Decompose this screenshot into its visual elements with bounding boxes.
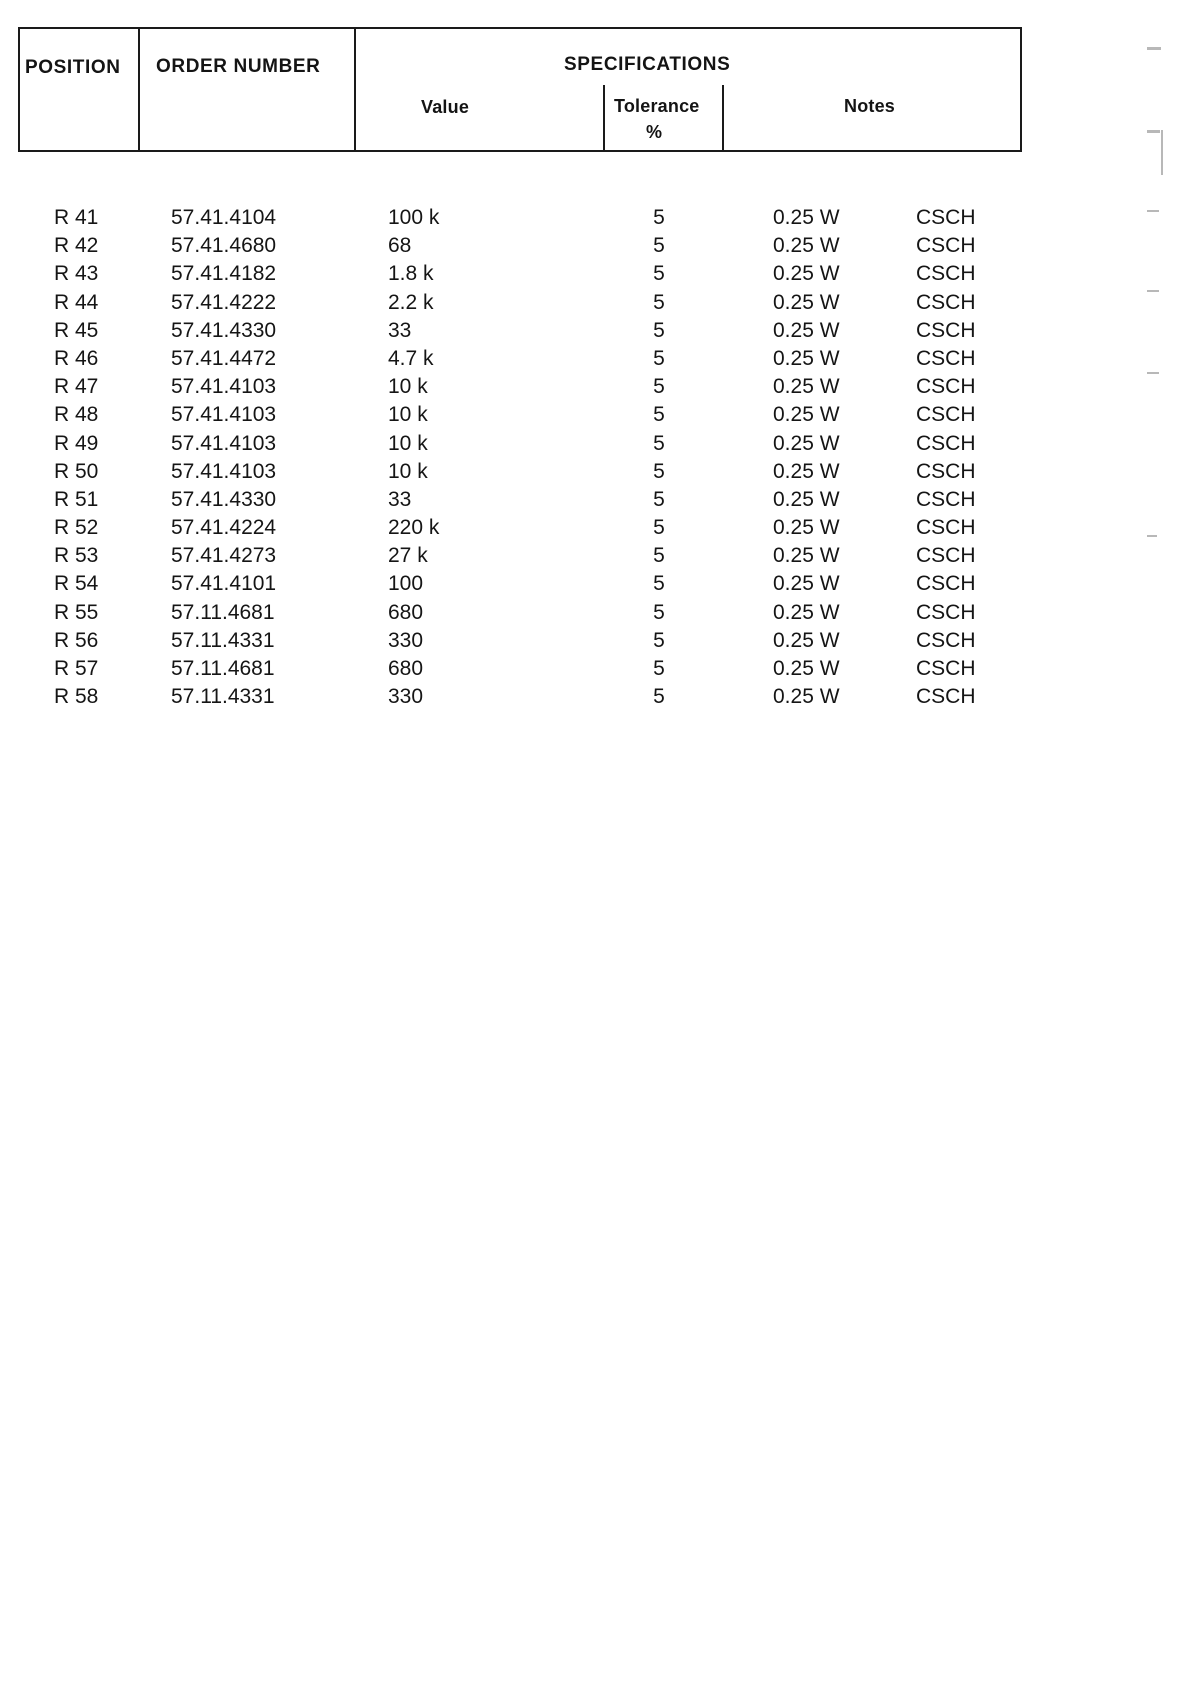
power-rating-cell: 0.25 W	[773, 290, 840, 314]
value-cell: 1.8 k	[388, 262, 434, 286]
power-rating-cell: 0.25 W	[773, 403, 840, 427]
position-cell: R 50	[54, 459, 99, 483]
order-number-cell: 57.41.4103	[171, 459, 277, 483]
component-type-cell: CSCH	[916, 262, 976, 286]
component-type-cell: CSCH	[916, 600, 976, 624]
component-type-cell: CSCH	[916, 628, 976, 652]
position-cell: R 57	[54, 657, 99, 680]
tolerance-cell: 5	[653, 290, 665, 314]
tolerance-cell: 5	[653, 600, 665, 624]
table-row	[0, 204, 1190, 232]
table-row	[0, 373, 1190, 401]
position-cell: R 54	[54, 572, 99, 596]
position-cell: R 48	[54, 403, 99, 427]
power-rating-cell: 0.25 W	[773, 431, 840, 455]
value-cell: 68	[388, 234, 412, 258]
table-row	[0, 458, 1190, 486]
scan-mark	[1147, 210, 1159, 212]
tolerance-cell: 5	[653, 459, 665, 483]
position-cell: R 45	[54, 318, 99, 342]
power-rating-cell: 0.25 W	[773, 516, 840, 540]
header-notes: Notes	[844, 96, 896, 116]
component-type-cell: CSCH	[916, 544, 976, 568]
header-tolerance-unit: %	[646, 122, 663, 142]
power-rating-cell: 0.25 W	[773, 487, 840, 511]
tolerance-cell: 5	[653, 431, 665, 455]
value-cell: 220 k	[388, 516, 440, 540]
divider-value-tolerance	[603, 85, 605, 152]
scan-mark	[1147, 372, 1159, 374]
tolerance-cell: 5	[653, 403, 665, 427]
table-row	[0, 683, 1190, 711]
power-rating-cell: 0.25 W	[773, 628, 840, 652]
value-cell: 33	[388, 487, 412, 511]
scan-mark	[1147, 290, 1159, 292]
component-type-cell: CSCH	[916, 403, 976, 427]
value-cell: 680	[388, 600, 424, 624]
component-type-cell: CSCH	[916, 234, 976, 258]
header-specifications: SPECIFICATIONS	[564, 54, 731, 75]
scan-mark	[1147, 535, 1157, 537]
order-number-cell: 57.41.4330	[171, 318, 277, 342]
component-type-cell: CSCH	[916, 572, 976, 596]
table-row	[0, 542, 1190, 570]
header-right-border	[1020, 27, 1022, 152]
component-type-cell: CSCH	[916, 375, 976, 399]
value-cell: 10 k	[388, 375, 428, 399]
table-row	[0, 401, 1190, 429]
scan-mark	[1147, 47, 1161, 50]
divider-tolerance-notes	[722, 85, 724, 152]
tolerance-cell: 5	[653, 516, 665, 540]
divider-order-specs	[354, 27, 356, 152]
header-top-border	[18, 27, 1022, 29]
component-type-cell: CSCH	[916, 487, 976, 511]
header-value: Value	[421, 97, 470, 117]
position-cell: R 53	[54, 544, 99, 568]
tolerance-cell: 5	[653, 262, 665, 286]
position-cell: R 42	[54, 234, 99, 258]
tolerance-cell: 5	[653, 346, 665, 370]
parts-list	[0, 204, 1190, 711]
power-rating-cell: 0.25 W	[773, 459, 840, 483]
value-cell: 2.2 k	[388, 290, 434, 314]
header-tolerance: Tolerance	[614, 96, 700, 116]
value-cell: 330	[388, 628, 424, 652]
power-rating-cell: 0.25 W	[773, 572, 840, 596]
position-cell: R 51	[54, 487, 99, 511]
header-left-border	[18, 27, 20, 152]
power-rating-cell: 0.25 W	[773, 685, 840, 709]
value-cell: 10 k	[388, 459, 428, 483]
tolerance-cell: 5	[653, 487, 665, 511]
table-row	[0, 232, 1190, 260]
position-cell: R 41	[54, 206, 99, 229]
position-cell: R 49	[54, 431, 99, 455]
position-cell: R 56	[54, 628, 99, 652]
order-number-cell: 57.41.4182	[171, 262, 277, 286]
value-cell: 33	[388, 318, 412, 342]
table-row	[0, 655, 1190, 683]
order-number-cell: 57.41.4224	[171, 516, 277, 540]
component-type-cell: CSCH	[916, 431, 976, 455]
order-number-cell: 57.11.4681	[171, 600, 275, 624]
position-cell: R 55	[54, 600, 99, 624]
component-type-cell: CSCH	[916, 685, 976, 709]
header-order-number: ORDER NUMBER	[156, 56, 321, 77]
tolerance-cell: 5	[653, 318, 665, 342]
table-row	[0, 317, 1190, 345]
power-rating-cell: 0.25 W	[773, 346, 840, 370]
tolerance-cell: 5	[653, 685, 665, 709]
table-row	[0, 260, 1190, 288]
value-cell: 680	[388, 657, 424, 680]
order-number-cell: 57.11.4331	[171, 628, 275, 652]
order-number-cell: 57.41.4103	[171, 403, 277, 427]
order-number-cell: 57.11.4681	[171, 657, 275, 680]
power-rating-cell: 0.25 W	[773, 375, 840, 399]
table-row	[0, 570, 1190, 598]
table-row	[0, 345, 1190, 373]
position-cell: R 44	[54, 290, 99, 314]
order-number-cell: 57.41.4104	[171, 206, 277, 229]
power-rating-cell: 0.25 W	[773, 544, 840, 568]
tolerance-cell: 5	[653, 375, 665, 399]
position-cell: R 52	[54, 516, 99, 540]
table-row	[0, 514, 1190, 542]
position-cell: R 43	[54, 262, 99, 286]
component-type-cell: CSCH	[916, 346, 976, 370]
table-row	[0, 289, 1190, 317]
value-cell: 100 k	[388, 206, 440, 229]
value-cell: 10 k	[388, 431, 428, 455]
component-type-cell: CSCH	[916, 657, 976, 680]
table-row	[0, 627, 1190, 655]
table-row	[0, 430, 1190, 458]
component-type-cell: CSCH	[916, 318, 976, 342]
order-number-cell: 57.11.4331	[171, 685, 275, 709]
value-cell: 10 k	[388, 403, 428, 427]
table-row	[0, 486, 1190, 514]
value-cell: 100	[388, 572, 424, 596]
divider-position-order	[138, 27, 140, 152]
component-type-cell: CSCH	[916, 206, 976, 229]
position-cell: R 58	[54, 685, 99, 709]
tolerance-cell: 5	[653, 234, 665, 258]
order-number-cell: 57.41.4222	[171, 290, 277, 314]
scan-mark	[1161, 130, 1163, 175]
power-rating-cell: 0.25 W	[773, 600, 840, 624]
power-rating-cell: 0.25 W	[773, 262, 840, 286]
order-number-cell: 57.41.4472	[171, 346, 277, 370]
order-number-cell: 57.41.4330	[171, 487, 277, 511]
component-type-cell: CSCH	[916, 290, 976, 314]
power-rating-cell: 0.25 W	[773, 206, 840, 229]
scan-mark	[1147, 130, 1160, 133]
component-type-cell: CSCH	[916, 459, 976, 483]
header-bottom-border	[18, 150, 1022, 152]
order-number-cell: 57.41.4103	[171, 375, 277, 399]
order-number-cell: 57.41.4103	[171, 431, 277, 455]
power-rating-cell: 0.25 W	[773, 657, 840, 680]
tolerance-cell: 5	[653, 544, 665, 568]
order-number-cell: 57.41.4101	[171, 572, 277, 596]
table-header	[18, 27, 1022, 152]
position-cell: R 47	[54, 375, 99, 399]
tolerance-cell: 5	[653, 657, 665, 680]
power-rating-cell: 0.25 W	[773, 318, 840, 342]
value-cell: 27 k	[388, 544, 428, 568]
component-type-cell: CSCH	[916, 516, 976, 540]
power-rating-cell: 0.25 W	[773, 234, 840, 258]
tolerance-cell: 5	[653, 628, 665, 652]
value-cell: 4.7 k	[388, 346, 434, 370]
tolerance-cell: 5	[653, 572, 665, 596]
position-cell: R 46	[54, 346, 99, 370]
order-number-cell: 57.41.4273	[171, 544, 277, 568]
header-position: POSITION	[25, 57, 121, 78]
table-row	[0, 599, 1190, 627]
tolerance-cell: 5	[653, 206, 665, 229]
order-number-cell: 57.41.4680	[171, 234, 277, 258]
value-cell: 330	[388, 685, 424, 709]
